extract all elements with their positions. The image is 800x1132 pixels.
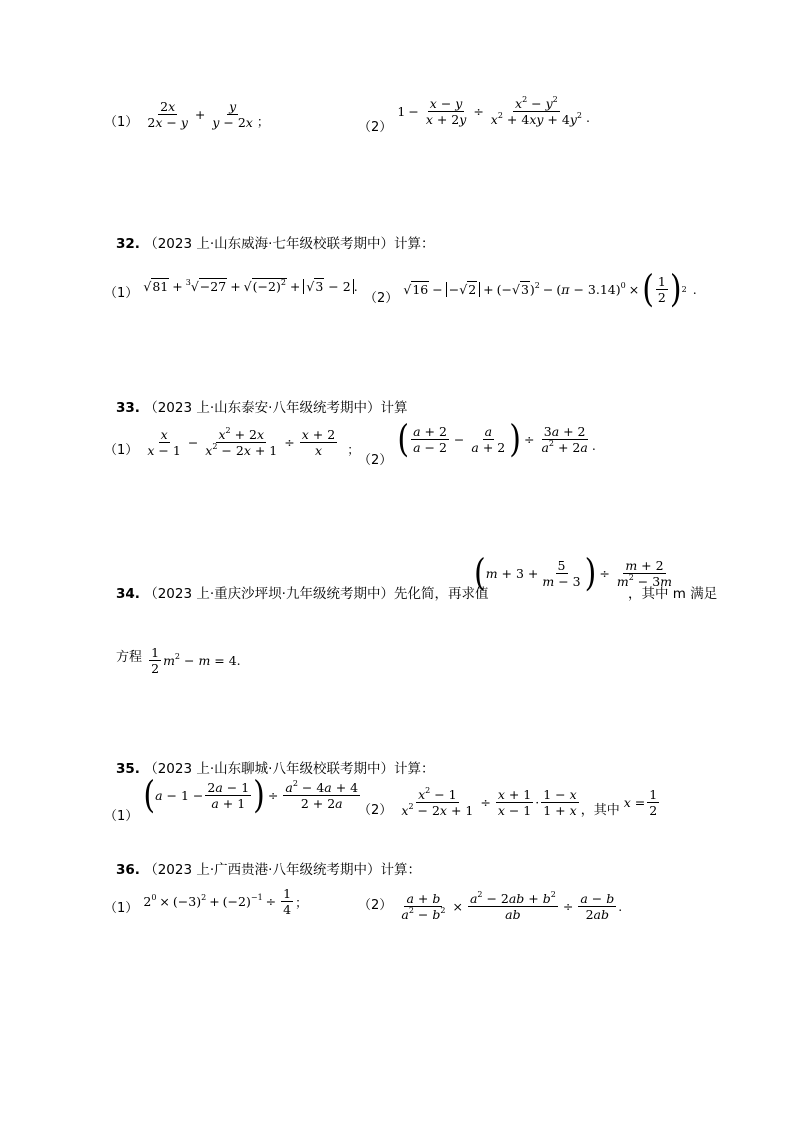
q35-part1 [104,773,362,824]
expression: $\frac{a + b}{a^2 - b^2}$ × $\frac{a^2 - 2ab + b^2}{ab}$ ÷ $\frac{a - b}{2ab}$ . [401,890,623,922]
period: . [585,110,590,125]
question-source: （2023 上·重庆沙坪坝·九年级统考期中）先化简，再求值 [144,586,489,602]
question-source: （2023 上·山东聊城·八年级校联考期中）计算： [144,761,435,777]
part-label: （2） [358,898,393,913]
part-label: （1） [104,901,139,916]
expression: ( $\frac{a + 2}{a - 2}$ − $\frac{a}{a + 2}$ ) ÷ $\frac{3a + 2}{a^2 + 2a}$ . [397,417,596,461]
question-number: 33. [116,400,140,416]
separator: ； [295,894,308,910]
question-source: （2023 上·山东泰安·八年级统考期中）计算 [144,400,408,416]
q36-part1 [104,886,308,917]
separator: ； [347,441,360,457]
q33-heading [116,396,407,416]
q34-line2 [116,642,241,676]
period: . [591,438,596,453]
period: . [618,899,623,914]
question-number: 34. [116,586,140,602]
expression: $2^0$ × $(-3)^2$ + $(-2)^{-1}$ ÷ $\frac{1}{4}$ ； [143,886,308,917]
q34-tail: ，其中 m 满足 [628,586,718,602]
period: . [236,653,241,668]
question-number: 35. [116,761,140,777]
q32-heading [116,232,434,252]
part-label: （1） [104,808,139,824]
question-source: （2023 上·山东威海·七年级校联考期中）计算： [144,236,435,252]
expression: √16 − −√2 + $(-√3)^2$ − $(\pi - 3.14)^0$ × ( $\frac{1}{2}$ ) 2 . [403,267,697,311]
expression: ( m + 3 + $\frac{5}{m - 3}$ ) ÷ $\frac{m + 2}{m^2 - 3m}$ [474,551,673,595]
q31-part1 [104,96,269,130]
part-label: （2） [358,803,393,818]
period: . [692,282,697,297]
expression: ( a − 1 − $\frac{2a - 1}{a + 1}$ ) ÷ $\frac{a^2 - 4a + 4}{2 + 2a}$ [143,773,359,817]
part-label: （2） [364,291,399,306]
q35-heading [116,757,434,777]
equation: $\frac{1}{2}$ $m^2 - m = 4$ . [151,645,241,676]
q36-heading [116,858,421,878]
q33-part2 [358,417,596,468]
q31-part2 [358,95,590,135]
q36-part2 [358,888,622,922]
part-label: （1） [104,115,139,130]
q32-part2 [364,267,697,311]
question-number: 32. [116,236,140,252]
expression: √81 + $^3$√−27 + $√(-2)^2$ + √3 − 2 . [143,278,358,294]
part-label: （1） [104,443,139,458]
part-label: （1） [104,286,139,301]
separator: ； [256,113,270,129]
part-label: （2） [358,452,393,468]
part-label: （2） [358,120,393,135]
question-number: 36. [116,862,140,878]
q32-part1 [104,276,358,301]
q35-part2 [358,784,661,818]
line2-prefix: 方程 [116,650,143,665]
q34-heading [116,582,488,602]
q33-part1 [104,424,360,458]
condition-text: ，其中 [580,803,620,818]
expression: $\frac{2x}{2x - y}$ + $\frac{y}{y - 2x}$ ； [147,99,270,130]
period: . [353,279,358,294]
expression: 1 − $\frac{x - y}{x + 2y}$ ÷ $\frac{x^2 - y^2}{x^2 + 4xy + 4y^2}$ . [397,95,590,127]
expression: $\frac{x}{x - 1}$ − $\frac{x^2 + 2x}{x^2 - 2x + 1}$ ÷ $\frac{x + 2}{x}$ ； [147,426,360,458]
expression: $\frac{x^2 - 1}{x^2 - 2x + 1}$ ÷ $\frac{x + 1}{x - 1}$ · $\frac{1 - x}{1 + x}$ ，其中 x = $\frac{1}{2}$ [401,786,658,818]
question-source: （2023 上·广西贵港·八年级统考期中）计算： [144,862,421,878]
